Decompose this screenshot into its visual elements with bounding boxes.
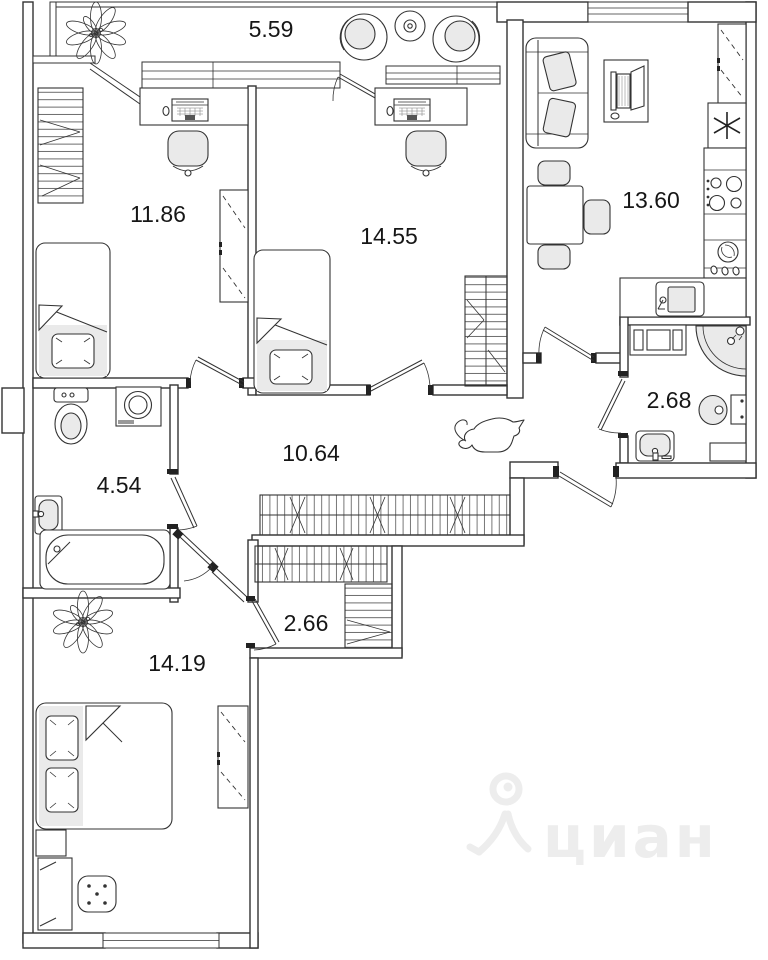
door-kitchen — [536, 327, 596, 363]
wall-bathroom268-top — [620, 317, 750, 325]
door-bedroom3 — [172, 528, 218, 581]
closet-bedroom2-icon — [465, 276, 507, 386]
washbasin2-icon — [33, 496, 62, 534]
window-bedrooms — [142, 62, 500, 88]
desk-chair-icon — [168, 131, 208, 176]
door-bathroom268 — [598, 371, 628, 438]
label-bedroom3: 14.19 — [148, 650, 206, 676]
label-closet: 2.66 — [283, 610, 329, 636]
toilet2-icon — [54, 388, 88, 444]
single-bed-icon — [36, 243, 110, 378]
wall-bedroom3-right — [250, 658, 258, 948]
sofa-icon — [526, 38, 588, 148]
balcony-wall-top — [50, 2, 497, 7]
window-kitchen — [588, 2, 688, 22]
wall-diagonal-corridor — [212, 568, 248, 602]
bath-corner-box — [710, 443, 746, 461]
coffee-table-icon — [395, 11, 425, 41]
closet-shelves-icon — [345, 584, 392, 648]
lounge-chair-left-icon — [340, 14, 387, 60]
bathtub-icon — [40, 530, 170, 589]
dining-table-icon — [527, 161, 610, 269]
tv-stand2-icon — [38, 858, 72, 930]
mirror-wardrobe2-icon — [217, 706, 248, 808]
balcony-wall-stub — [33, 56, 95, 63]
label-bedroom2: 14.55 — [360, 223, 418, 249]
washbasin-small-icon — [636, 431, 674, 461]
label-bedroom1: 11.86 — [130, 201, 186, 227]
door-bedroom1 — [186, 357, 244, 388]
door-entrance — [553, 466, 619, 507]
plant-icon — [65, 2, 127, 64]
hallway-wardrobe-short-icon — [255, 546, 387, 582]
wall-kitchen-bottom-right — [596, 353, 622, 363]
wall-bottom-left — [23, 933, 105, 948]
nightstand-icon — [36, 830, 66, 856]
bathroom-cabinet-icon — [630, 325, 686, 355]
tv-stand-icon — [604, 60, 648, 122]
wall-right-outer — [746, 2, 756, 478]
wall-kitchen-top-left — [497, 2, 588, 22]
lounge-chair-right-icon — [433, 16, 480, 62]
wall-closet-right — [392, 546, 402, 656]
wall-bedroom1-bottom — [33, 378, 188, 388]
kitchen-living — [526, 24, 746, 317]
hallway — [455, 418, 524, 452]
wall-below-entry — [510, 478, 524, 544]
door-bedroom2 — [366, 360, 433, 395]
door-closet — [246, 596, 279, 650]
balcony-wall-left — [50, 2, 56, 62]
wall-bathroom454-right-upper — [170, 385, 178, 474]
desk-chair2-icon — [406, 131, 446, 176]
watermark — [470, 776, 718, 871]
wall-shaft-left — [2, 388, 24, 433]
mirror-wardrobe-icon — [219, 190, 248, 302]
kitchen-sink-icon — [656, 282, 704, 316]
cian-pin-logo-icon — [470, 776, 528, 852]
laptop-icon — [172, 99, 208, 121]
mirror-wardrobe-kitchen-icon — [717, 24, 746, 104]
wardrobe-bedroom1-icon — [38, 88, 83, 203]
washing-machine-icon — [116, 387, 161, 426]
double-bed-icon — [36, 703, 172, 829]
mouse-icon — [163, 107, 169, 116]
wall-entry-left — [510, 462, 558, 478]
wall-entry-right — [616, 463, 756, 478]
wall-bathroom268-left-upper — [620, 317, 628, 377]
watermark-text: циан — [543, 803, 718, 871]
label-balcony: 5.59 — [248, 16, 294, 42]
wall-closet-bottom — [250, 648, 402, 658]
mouse2-icon — [387, 107, 393, 116]
label-bathroom-right: 2.68 — [646, 387, 692, 413]
door-bathroom454 — [167, 469, 197, 530]
laptop2-icon — [394, 99, 430, 121]
wall-kitchen-left — [507, 20, 523, 398]
bedroom-bottom — [36, 591, 248, 930]
wall-left-outer — [23, 2, 33, 943]
toilet-icon — [699, 395, 746, 425]
plant2-icon — [52, 591, 114, 653]
label-hallway: 10.64 — [282, 440, 340, 466]
fridge-icon — [708, 103, 746, 148]
wall-bathroom268-left-lower — [620, 436, 628, 463]
hallway-wardrobe-long-icon — [260, 495, 510, 535]
wall-diagonal-balcony — [90, 63, 143, 104]
corner-shower-icon — [696, 326, 746, 376]
ottoman-icon — [78, 876, 116, 912]
label-kitchen-living: 13.60 — [622, 187, 680, 213]
wall-wardrobe-back — [252, 535, 524, 546]
label-bathroom-left: 4.54 — [96, 472, 142, 498]
window-bedroom-bottom — [103, 933, 219, 948]
cat-icon — [459, 418, 524, 452]
wall-kitchen-top-right — [688, 2, 756, 22]
kitchen-counter-bottom — [620, 278, 746, 317]
single-bed2-icon — [254, 250, 330, 393]
